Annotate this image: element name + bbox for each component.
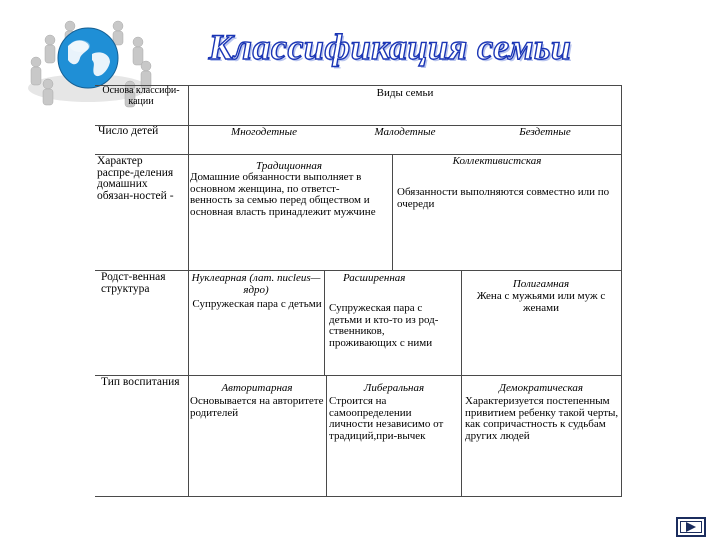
authoritarian-desc: Основывается на авторитете родителей xyxy=(190,395,324,419)
type-few-children: Малодетные xyxy=(374,126,436,138)
type-traditional: Традиционная xyxy=(256,160,322,172)
type-nuclear: Нуклеарная (лат. nucleus— ядро) xyxy=(191,272,321,296)
slide-title: Классификация семьи xyxy=(208,27,572,67)
criterion-kinship: Родст-венная структура xyxy=(101,271,166,295)
type-extended: Расширенная xyxy=(343,272,406,284)
criterion-upbringing: Тип воспитания xyxy=(101,376,180,388)
collectivist-desc: Обязанности выполняются совместно или по очереди xyxy=(397,186,610,210)
criterion-children: Число детей xyxy=(98,125,159,137)
table-rule xyxy=(95,154,622,155)
table-rule xyxy=(621,85,622,497)
play-next-icon xyxy=(678,519,704,535)
table-rule xyxy=(324,270,325,375)
democratic-desc: Характеризуется постепенным привитием ребенку такой черты, как сопричастность к судьбам других людей xyxy=(465,395,619,442)
table-rule xyxy=(95,496,622,497)
type-many-children: Многодетные xyxy=(231,126,297,138)
types-header: Виды семьи xyxy=(376,87,434,99)
criterion-duties: Характер распре-деления домашних обязан-ностей - xyxy=(97,155,174,202)
type-authoritarian: Авторитарная xyxy=(221,382,293,394)
type-liberal: Либеральная xyxy=(363,382,425,394)
corner-header: Основа классифи-кации xyxy=(102,85,180,107)
type-childless: Бездетные xyxy=(519,126,571,138)
table-rule xyxy=(188,85,189,497)
table-rule xyxy=(392,154,393,270)
table-rule xyxy=(95,270,622,271)
table-rule xyxy=(461,270,462,375)
traditional-desc: Домашние обязанности выполняет в основном женщина, по ответст-венность за семью перед обществом и основная власть принадлежит мужчине xyxy=(190,171,376,218)
liberal-desc: Строится на самоопределении личности независимо от традиций,при-вычек xyxy=(329,395,444,442)
type-collectivist: Коллективистская xyxy=(452,155,542,167)
type-democratic: Демократическая xyxy=(498,382,584,394)
next-slide-button[interactable] xyxy=(676,517,706,537)
nuclear-desc: Супружеская пара с детьми xyxy=(192,298,322,310)
type-polygamous: Полигамная xyxy=(512,278,570,290)
extended-desc: Супружеская пара с детьми и кто-то из род-ственников, проживающих с ними xyxy=(329,302,439,349)
classification-table xyxy=(95,85,622,497)
polygamous-desc: Жена с мужьями или муж с женами xyxy=(476,290,606,314)
